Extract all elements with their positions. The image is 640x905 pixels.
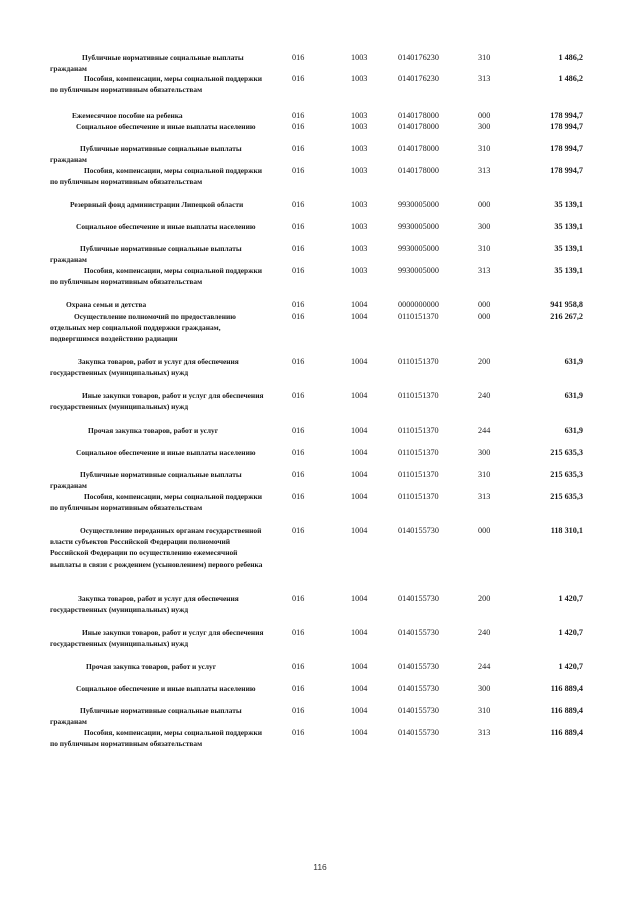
expense-type-code: 300: [478, 122, 491, 131]
ministry-code: 016: [292, 266, 305, 275]
expense-type-code: 300: [478, 684, 491, 693]
ministry-code: 016: [292, 122, 305, 131]
ministry-code: 016: [292, 74, 305, 83]
amount-value: 215 635,3: [550, 492, 583, 501]
section-code: 1004: [351, 728, 368, 737]
line-item-name: Пособия, компенсации, меры социальной поддержки по публичным нормативным обязательствам: [50, 266, 263, 287]
section-code: 1004: [351, 391, 368, 400]
expense-type-code: 000: [478, 300, 491, 309]
ministry-code: 016: [292, 166, 305, 175]
amount-value: 631,9: [564, 357, 583, 366]
line-item-name: Пособия, компенсации, меры социальной поддержки по публичным нормативным обязательствам: [50, 166, 263, 187]
amount-value: 35 139,1: [554, 266, 583, 275]
target-article-code: 0140155730: [398, 526, 439, 535]
expense-type-code: 310: [478, 53, 491, 62]
section-code: 1004: [351, 470, 368, 479]
ministry-code: 016: [292, 728, 305, 737]
amount-value: 178 994,7: [550, 166, 583, 175]
target-article-code: 0140155730: [398, 594, 439, 603]
section-code: 1004: [351, 684, 368, 693]
line-item-name: Социальное обеспечение и иные выплаты населению: [76, 448, 256, 457]
expense-type-code: 313: [478, 266, 491, 275]
section-code: 1004: [351, 300, 368, 309]
expense-type-code: 240: [478, 391, 491, 400]
line-item-name: Прочая закупка товаров, работ и услуг: [86, 662, 217, 671]
line-item-name: Прочая закупка товаров, работ и услуг: [88, 426, 219, 435]
expense-type-code: 300: [478, 222, 491, 231]
ministry-code: 016: [292, 448, 305, 457]
amount-value: 1 420,7: [558, 628, 583, 637]
page-number: 116: [313, 862, 327, 872]
line-item-name: Социальное обеспечение и иные выплаты населению: [76, 222, 256, 231]
amount-value: 216 267,2: [550, 312, 583, 321]
ministry-code: 016: [292, 111, 305, 120]
expense-type-code: 244: [478, 426, 491, 435]
target-article-code: 0140176230: [398, 74, 439, 83]
expense-type-code: 244: [478, 662, 491, 671]
section-code: 1004: [351, 594, 368, 603]
ministry-code: 016: [292, 426, 305, 435]
amount-value: 631,9: [564, 391, 583, 400]
amount-value: 1 486,2: [558, 53, 583, 62]
line-item-name: Закупка товаров, работ и услуг для обеспечения государственных (муниципальных) нужд: [50, 594, 239, 615]
ministry-code: 016: [292, 222, 305, 231]
section-code: 1004: [351, 662, 368, 671]
ministry-code: 016: [292, 357, 305, 366]
ministry-code: 016: [292, 628, 305, 637]
line-item-name: Социальное обеспечение и иные выплаты населению: [76, 684, 256, 693]
ministry-code: 016: [292, 391, 305, 400]
ministry-code: 016: [292, 470, 305, 479]
target-article-code: 0140155730: [398, 628, 439, 637]
ministry-code: 016: [292, 300, 305, 309]
amount-value: 1 486,2: [558, 74, 583, 83]
expense-type-code: 000: [478, 312, 491, 321]
expense-type-code: 313: [478, 492, 491, 501]
line-item-name: Публичные нормативные социальные выплаты гражданам: [50, 470, 242, 491]
section-code: 1004: [351, 526, 368, 535]
amount-value: 116 889,4: [550, 684, 583, 693]
amount-value: 215 635,3: [550, 470, 583, 479]
amount-value: 215 635,3: [550, 448, 583, 457]
expense-type-code: 300: [478, 448, 491, 457]
expense-type-code: 000: [478, 111, 491, 120]
section-code: 1004: [351, 312, 368, 321]
amount-value: 116 889,4: [550, 706, 583, 715]
amount-value: 1 420,7: [558, 662, 583, 671]
line-item-name: Публичные нормативные социальные выплаты гражданам: [50, 244, 242, 265]
line-item-name: Публичные нормативные социальные выплаты гражданам: [50, 144, 242, 165]
line-item-name: Публичные нормативные социальные выплаты гражданам: [50, 53, 244, 74]
ministry-code: 016: [292, 244, 305, 253]
target-article-code: 9930005000: [398, 266, 439, 275]
amount-value: 35 139,1: [554, 244, 583, 253]
ministry-code: 016: [292, 594, 305, 603]
line-item-name: Охрана семьи и детства: [66, 300, 147, 309]
target-article-code: 0140155730: [398, 684, 439, 693]
amount-value: 35 139,1: [554, 200, 583, 209]
section-code: 1003: [351, 74, 368, 83]
section-code: 1003: [351, 200, 368, 209]
target-article-code: 0110151370: [398, 448, 439, 457]
target-article-code: 0140178000: [398, 144, 439, 153]
ministry-code: 016: [292, 662, 305, 671]
ministry-code: 016: [292, 53, 305, 62]
expense-type-code: 240: [478, 628, 491, 637]
section-code: 1003: [351, 144, 368, 153]
section-code: 1004: [351, 426, 368, 435]
section-code: 1003: [351, 122, 368, 131]
ministry-code: 016: [292, 144, 305, 153]
section-code: 1004: [351, 357, 368, 366]
expense-type-code: 310: [478, 144, 491, 153]
target-article-code: 0140178000: [398, 166, 439, 175]
line-item-name: Иные закупки товаров, работ и услуг для обеспечения государственных (муниципальных) нужд: [50, 628, 264, 649]
target-article-code: 0110151370: [398, 426, 439, 435]
line-item-name: Социальное обеспечение и иные выплаты населению: [76, 122, 256, 131]
section-code: 1003: [351, 166, 368, 175]
section-code: 1003: [351, 266, 368, 275]
target-article-code: 0140178000: [398, 122, 439, 131]
target-article-code: 0110151370: [398, 357, 439, 366]
line-item-name: Иные закупки товаров, работ и услуг для обеспечения государственных (муниципальных) нужд: [50, 391, 264, 412]
ministry-code: 016: [292, 492, 305, 501]
target-article-code: 0140155730: [398, 706, 439, 715]
line-item-name: Осуществление переданных органам государственной власти субъектов Российской Федерации полномочий Российской Федерации по осуществлению ежемесячной выплаты в связи с рождением (усыновлением) первого ребенка: [50, 526, 263, 569]
line-item-name: Пособия, компенсации, меры социальной поддержки по публичным нормативным обязательствам: [50, 74, 263, 95]
amount-value: 178 994,7: [550, 144, 583, 153]
target-article-code: 9930005000: [398, 200, 439, 209]
ministry-code: 016: [292, 684, 305, 693]
line-item-name: Закупка товаров, работ и услуг для обеспечения государственных (муниципальных) нужд: [50, 357, 239, 378]
target-article-code: 0110151370: [398, 391, 439, 400]
line-item-name: Резервный фонд администрации Липецкой области: [70, 200, 244, 209]
ministry-code: 016: [292, 200, 305, 209]
section-code: 1003: [351, 244, 368, 253]
expense-type-code: 310: [478, 244, 491, 253]
amount-value: 118 310,1: [550, 526, 583, 535]
expense-type-code: 313: [478, 74, 491, 83]
amount-value: 631,9: [564, 426, 583, 435]
target-article-code: 0000000000: [398, 300, 439, 309]
expense-type-code: 200: [478, 594, 491, 603]
target-article-code: 0140155730: [398, 728, 439, 737]
section-code: 1004: [351, 492, 368, 501]
amount-value: 35 139,1: [554, 222, 583, 231]
amount-value: 1 420,7: [558, 594, 583, 603]
amount-value: 941 958,8: [550, 300, 583, 309]
target-article-code: 9930005000: [398, 222, 439, 231]
ministry-code: 016: [292, 706, 305, 715]
target-article-code: 0140178000: [398, 111, 439, 120]
expense-type-code: 310: [478, 706, 491, 715]
target-article-code: 0110151370: [398, 492, 439, 501]
target-article-code: 0110151370: [398, 470, 439, 479]
line-item-name: Пособия, компенсации, меры социальной поддержки по публичным нормативным обязательствам: [50, 492, 263, 513]
target-article-code: 0140155730: [398, 662, 439, 671]
line-item-name: Осуществление полномочий по предоставлению отдельных мер социальной поддержки гражданам, подвергшимся воздействию радиации: [50, 312, 236, 344]
section-code: 1003: [351, 53, 368, 62]
line-item-name: Ежемесячное пособие на ребенка: [72, 111, 183, 120]
section-code: 1004: [351, 448, 368, 457]
expense-type-code: 000: [478, 200, 491, 209]
section-code: 1004: [351, 706, 368, 715]
expense-type-code: 310: [478, 470, 491, 479]
expense-type-code: 000: [478, 526, 491, 535]
target-article-code: 0110151370: [398, 312, 439, 321]
amount-value: 178 994,7: [550, 111, 583, 120]
section-code: 1003: [351, 222, 368, 231]
ministry-code: 016: [292, 312, 305, 321]
section-code: 1004: [351, 628, 368, 637]
expense-type-code: 200: [478, 357, 491, 366]
expense-type-code: 313: [478, 728, 491, 737]
line-item-name: Публичные нормативные социальные выплаты гражданам: [50, 706, 242, 727]
line-item-name: Пособия, компенсации, меры социальной поддержки по публичным нормативным обязательствам: [50, 728, 263, 749]
target-article-code: 9930005000: [398, 244, 439, 253]
section-code: 1003: [351, 111, 368, 120]
amount-value: 178 994,7: [550, 122, 583, 131]
ministry-code: 016: [292, 526, 305, 535]
target-article-code: 0140176230: [398, 53, 439, 62]
amount-value: 116 889,4: [550, 728, 583, 737]
expense-type-code: 313: [478, 166, 491, 175]
